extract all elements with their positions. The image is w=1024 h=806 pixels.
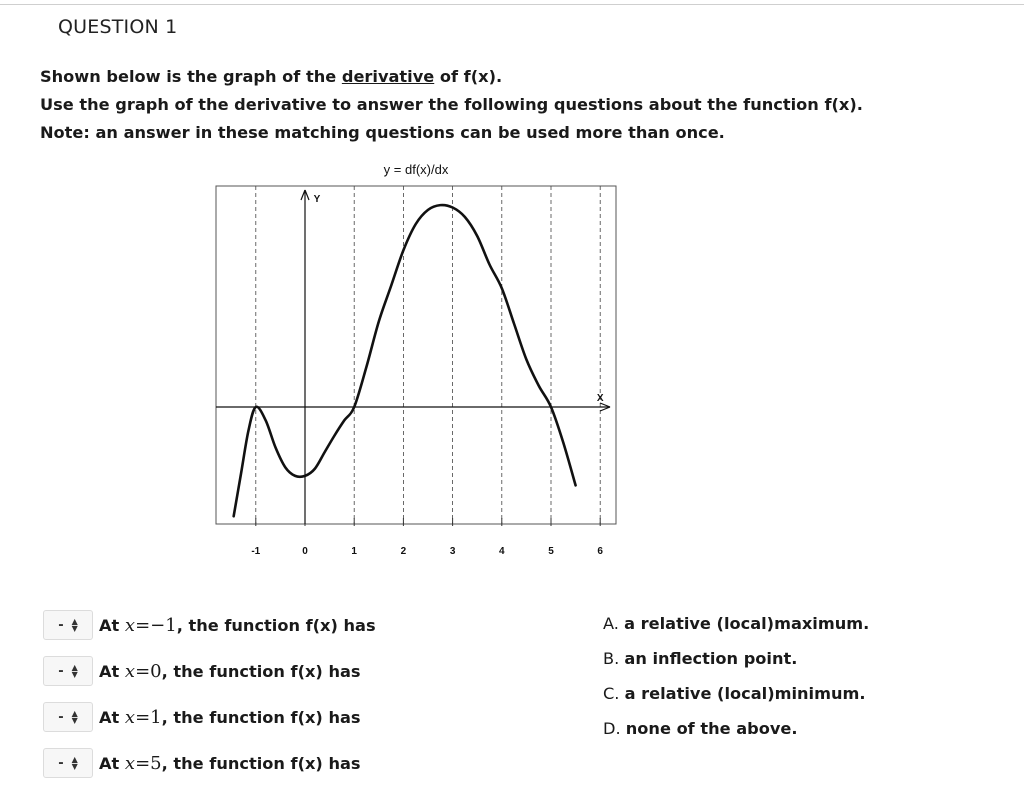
- answer-select-1[interactable]: [43, 610, 93, 640]
- instruction-line-2: Use the graph of the derivative to answer the following questions about the function f(x).: [40, 95, 863, 114]
- select-arrows-icon: ▲ ▼: [71, 755, 78, 771]
- select-value: -: [58, 755, 64, 771]
- answer-choice-a: A. a relative (local)maximum.: [603, 614, 870, 633]
- derivative-underlined: derivative: [341, 67, 435, 86]
- x-tick-label-2: 0: [302, 546, 308, 557]
- select-value: -: [58, 663, 64, 679]
- x-tick-label-6: 4: [499, 546, 505, 557]
- answer-select-2[interactable]: [43, 656, 93, 686]
- select-arrows-icon: ▲ ▼: [71, 709, 78, 725]
- x-tick-label-5: 3: [449, 546, 456, 557]
- instructions: [40, 66, 863, 150]
- matching-row-2: [43, 654, 361, 688]
- question-text-1: At x=−1, the function f(x) has: [99, 614, 376, 636]
- derivative-curve: [234, 205, 576, 516]
- matching-row-4: [43, 746, 361, 780]
- answer-select-4[interactable]: [43, 748, 93, 778]
- plot-frame: [216, 186, 616, 524]
- x-tick-label-8: 6: [597, 546, 603, 557]
- question-title: QUESTION 1: [58, 16, 178, 38]
- matching-row-3: [43, 700, 361, 734]
- question-text-4: At x=5, the function f(x) has: [99, 752, 361, 774]
- select-value: -: [58, 617, 64, 633]
- y-axis-label: Y: [313, 194, 321, 205]
- x-axis-label: X: [596, 393, 604, 404]
- x-tick-label-4: 2: [400, 546, 407, 557]
- instruction-line-3: Note: an answer in these matching questions can be used more than once.: [40, 123, 725, 142]
- top-divider: [0, 4, 1024, 5]
- answer-choice-d: D. none of the above.: [603, 719, 798, 738]
- x-tick-label-7: 5: [548, 546, 554, 557]
- matching-row-1: [43, 608, 376, 642]
- derivative-graph: [160, 150, 640, 570]
- x-tick-label-1: -1: [251, 546, 261, 557]
- answer-select-3[interactable]: [43, 702, 93, 732]
- select-arrows-icon: ▲ ▼: [71, 617, 78, 633]
- answer-choice-c: C. a relative (local)minimum.: [603, 684, 866, 703]
- select-value: -: [58, 709, 64, 725]
- instruction-line-1: Shown below is the graph of the derivative of f(x).: [40, 67, 503, 86]
- x-tick-label-3: 1: [351, 546, 357, 557]
- chart-title: y = df(x)/dx: [383, 162, 449, 177]
- answer-choice-b: B. an inflection point.: [603, 649, 798, 668]
- question-text-2: At x=0, the function f(x) has: [99, 660, 361, 682]
- select-arrows-icon: ▲ ▼: [71, 663, 78, 679]
- question-text-3: At x=1, the function f(x) has: [99, 706, 361, 728]
